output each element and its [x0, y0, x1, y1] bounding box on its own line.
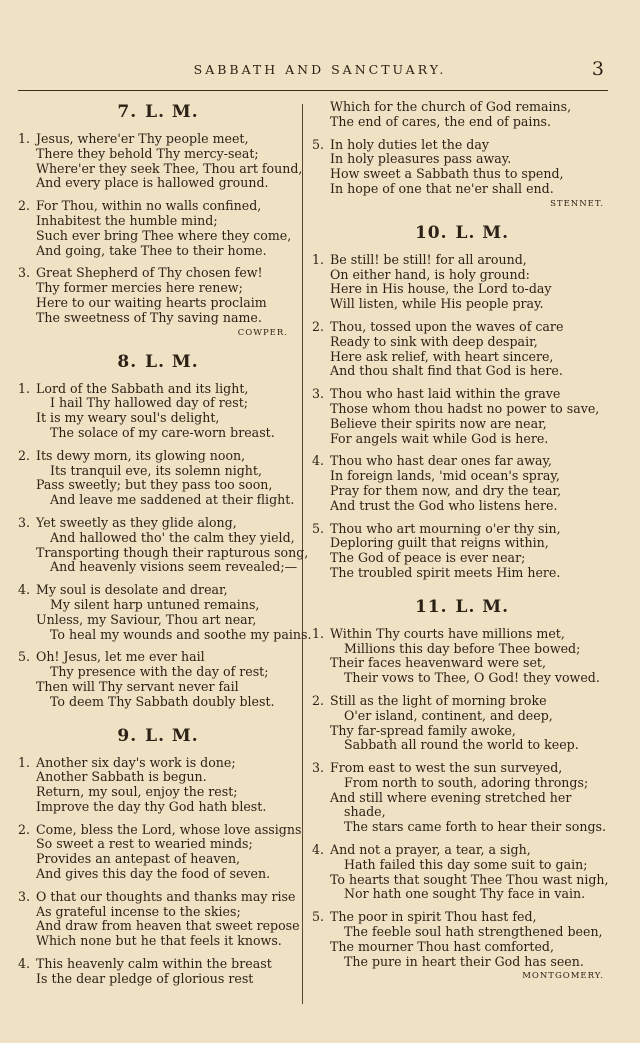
- stanza: [18, 957, 298, 987]
- stanza-number: 3.: [18, 265, 31, 281]
- stanza-number: 3.: [312, 386, 325, 402]
- stanza: [18, 382, 298, 441]
- stanza: [312, 138, 612, 197]
- hymn-9: [18, 725, 302, 987]
- verse-line: Those whom thou hadst no power to save,: [330, 400, 600, 416]
- verse-line: 2. For Thou, within no walls confined,: [18, 198, 262, 214]
- stanza: [18, 449, 298, 508]
- verse-line: 3. Yet sweetly as they glide along,: [18, 514, 237, 530]
- page-number: 3: [591, 58, 604, 80]
- verse-line: And going, take Thee to their home.: [36, 242, 267, 258]
- hymn-8: [18, 351, 312, 724]
- verse-line: The pure in heart their God has seen.: [344, 953, 584, 969]
- stanza-number: 4.: [18, 582, 31, 598]
- verse-line: Its tranquil eve, its solemn night,: [50, 462, 262, 478]
- hymn-author: STENNET.: [550, 198, 604, 209]
- verse-line: To deem Thy Sabbath doubly blest.: [50, 693, 275, 709]
- verse-line: 5. In holy duties let the day: [312, 136, 489, 152]
- stanza: [312, 627, 612, 686]
- verse-line: The troubled spirit meets Him here.: [330, 564, 561, 580]
- verse-line: Where'er they seek Thee, Thou art found,: [36, 160, 303, 176]
- verse-line: 4. Thou who hast dear ones far away,: [312, 453, 552, 469]
- verse-line: 2. Still as the light of morning broke: [312, 692, 547, 708]
- stanza-number: 5.: [312, 909, 325, 925]
- stanza-number: 5.: [312, 136, 325, 152]
- hymn-7: [18, 102, 303, 338]
- stanza: [18, 514, 309, 575]
- stanza-number: 1.: [18, 754, 31, 770]
- stanza: [18, 650, 298, 709]
- verse-line: Deploring guilt that reigns within,: [330, 535, 549, 551]
- verse-line: 5. Thou who art mourning o'er thy sin,: [312, 520, 561, 536]
- stanza: [312, 100, 612, 130]
- stanza-number: 2.: [18, 447, 31, 463]
- verse-line: 1. Another six day's work is done;: [18, 754, 236, 770]
- verse-line: There they behold Thy mercy-seat;: [36, 145, 259, 161]
- hymn-title: 10. L. M.: [414, 222, 510, 243]
- verse-line: Millions this day before Thee bowed;: [344, 640, 581, 656]
- verse-line: The solace of my care-worn breast.: [50, 424, 275, 440]
- verse-line: Nor hath one sought Thy face in vain.: [344, 886, 586, 902]
- stanza-number: 1.: [18, 380, 31, 396]
- verse-line: 2. Come, bless the Lord, whose love assigns: [18, 821, 302, 837]
- verse-line: And trust the God who listens here.: [330, 497, 558, 513]
- verse-line: Here in His house, the Lord to-day: [330, 281, 552, 297]
- stanza-number: 2.: [312, 318, 325, 334]
- verse-line: 3. From east to west the sun surveyed,: [312, 760, 563, 776]
- stanza: [312, 522, 612, 581]
- verse-line: Is the dear pledge of glorious rest: [36, 970, 254, 986]
- verse-line: Pass sweetly; but they pass too soon,: [36, 477, 273, 493]
- verse-line: 2. Its dewy morn, its glowing noon,: [18, 447, 246, 463]
- verse-line: From north to south, adoring throngs;: [344, 774, 589, 790]
- verse-line: 1. Be still! be still! for all around,: [312, 251, 527, 267]
- verse-line: The sweetness of Thy saving name.: [36, 309, 262, 325]
- stanza: [312, 454, 612, 513]
- verse-line: To hearts that sought Thee Thou wast nigh,: [330, 871, 609, 887]
- verse-line: 3. Great Shepherd of Thy chosen few!: [18, 265, 263, 281]
- stanza-number: 4.: [18, 956, 31, 972]
- verse-line: 1. Lord of the Sabbath and its light,: [18, 380, 249, 396]
- verse-line: Improve the day thy God hath blest.: [36, 798, 267, 814]
- stanza: [18, 131, 303, 191]
- verse-line: Pray for them now, and dry the tear,: [330, 482, 562, 498]
- running-head: SABBATH AND SANCTUARY.: [193, 62, 447, 77]
- verse-line: Thy far-spread family awoke,: [330, 722, 516, 738]
- verse-line: And hallowed tho' the calm they yield,: [50, 529, 295, 545]
- verse-line: The mourner Thou hast comforted,: [330, 938, 554, 954]
- verse-line: Sabbath all round the world to keep.: [344, 737, 579, 753]
- verse-line: Transporting though their rapturous song,: [36, 544, 309, 560]
- stanza: [312, 694, 612, 753]
- stanza: [312, 253, 612, 312]
- verse-line: Ready to sink with deep despair,: [330, 333, 538, 349]
- verse-line: To heal my wounds and soothe my pains.: [50, 626, 312, 642]
- stanza-number: 3.: [18, 514, 31, 530]
- stanza-number: 5.: [18, 649, 31, 665]
- verse-line: 5. Oh! Jesus, let me ever hail: [18, 649, 205, 665]
- verse-line: 3. Thou who hast laid within the grave: [312, 386, 561, 402]
- verse-line: 4. My soul is desolate and drear,: [18, 582, 228, 598]
- verse-line: The God of peace is ever near;: [330, 550, 526, 566]
- verse-line: Here ask relief, with heart sincere,: [330, 348, 554, 364]
- stanza-number: 4.: [312, 453, 325, 469]
- stanza-number: 3.: [312, 760, 325, 776]
- stanza: [312, 320, 612, 379]
- verse-line: The feeble soul hath strengthened been,: [344, 924, 603, 940]
- verse-line: Believe their spirits now are near,: [330, 415, 547, 431]
- stanza: [18, 199, 298, 258]
- verse-line: And thou shalt find that God is here.: [330, 363, 563, 379]
- verse-line: Unless, my Saviour, Thou art near,: [36, 611, 257, 627]
- verse-line: O'er island, continent, and deep,: [344, 707, 553, 723]
- hymn-10: [312, 223, 612, 595]
- verse-line: 4. This heavenly calm within the breast: [18, 956, 272, 972]
- verse-line: My silent harp untuned remains,: [50, 596, 260, 612]
- verse-line: Hath failed this day some suit to gain;: [344, 856, 588, 872]
- hymn-title: 9. L. M.: [117, 725, 199, 746]
- right-column: [312, 100, 612, 995]
- verse-line: So sweet a rest to wearied minds;: [36, 836, 253, 852]
- stanza: [312, 910, 612, 969]
- verse-line: Return, my soul, enjoy the rest;: [36, 784, 238, 800]
- verse-line: And every place is hallowed ground.: [36, 175, 269, 191]
- verse-line: 1. Within Thy courts have millions met,: [312, 625, 565, 641]
- stanza-number: 2.: [312, 692, 325, 708]
- verse-line: Thy presence with the day of rest;: [50, 664, 269, 680]
- stanza: [18, 266, 298, 325]
- stanza: [312, 843, 612, 902]
- verse-line: On either hand, is holy ground:: [330, 266, 530, 282]
- hymn-title: 7. L. M.: [117, 102, 199, 122]
- verse-line: Such ever bring Thee where they come,: [36, 227, 292, 243]
- verse-line: And gives this day the food of seven.: [36, 866, 271, 882]
- verse-line: And still where evening stretched her: [330, 789, 572, 805]
- stanza: [18, 582, 312, 642]
- hymn-11: [312, 597, 612, 982]
- header-rule: [18, 90, 608, 91]
- stanza-number: 1.: [312, 251, 325, 267]
- hymn-title: 8. L. M.: [117, 351, 199, 372]
- verse-line: shade,: [344, 804, 386, 820]
- verse-line: 3. O that our thoughts and thanks may rise: [18, 888, 296, 904]
- verse-line: Provides an antepast of heaven,: [36, 851, 241, 867]
- verse-line: 5. The poor in spirit Thou hast fed,: [312, 909, 537, 925]
- stanza-number: 3.: [18, 888, 31, 904]
- stanza: [18, 756, 298, 815]
- stanza-number: 2.: [18, 821, 31, 837]
- verse-line: 4. And not a prayer, a tear, a sigh,: [312, 842, 531, 858]
- verse-line: Which for the church of God remains,: [330, 99, 572, 114]
- verse-line: How sweet a Sabbath thus to spend,: [330, 166, 564, 182]
- stanza-number: 1.: [18, 131, 31, 146]
- verse-line: And leave me saddened at their flight.: [50, 492, 295, 508]
- verse-line: For angels wait while God is here.: [330, 430, 549, 446]
- stanza-number: 1.: [312, 625, 325, 641]
- stanza: [18, 890, 298, 949]
- stanza-number: 5.: [312, 520, 325, 536]
- verse-line: It is my weary soul's delight,: [36, 410, 220, 426]
- left-column: [18, 100, 312, 995]
- stanza: [312, 387, 612, 446]
- verse-line: The stars came forth to hear their songs.: [344, 819, 606, 835]
- verse-line: The end of cares, the end of pains.: [330, 113, 552, 129]
- verse-line: And draw from heaven that sweet repose: [36, 918, 300, 934]
- verse-line: 2. Thou, tossed upon the waves of care: [312, 318, 564, 334]
- verse-line: In foreign lands, 'mid ocean's spray,: [330, 468, 560, 484]
- verse-line: And heavenly visions seem revealed;—: [50, 559, 298, 575]
- hymn-author: MONTGOMERY.: [522, 971, 604, 982]
- verse-line: Here to our waiting hearts proclaim: [36, 294, 267, 310]
- verse-line: Their vows to Thee, O God! they vowed.: [344, 670, 600, 686]
- verse-line: Their faces heavenward were set,: [330, 655, 546, 671]
- verse-line: I hail Thy hallowed day of rest;: [50, 395, 249, 411]
- verse-line: Inhabitest the humble mind;: [36, 212, 218, 228]
- verse-line: In hope of one that ne'er shall end.: [330, 180, 554, 196]
- stanza: [312, 761, 612, 835]
- verse-line: As grateful incense to the skies;: [36, 903, 241, 919]
- stanza-number: 2.: [18, 198, 31, 214]
- verse-line: Then will Thy servant never fail: [36, 678, 239, 694]
- verse-line: In holy pleasures pass away.: [330, 151, 512, 167]
- hymn-9-continued: [312, 100, 612, 209]
- verse-line: Which none but he that feels it knows.: [36, 933, 282, 949]
- hymn-author: COWPER.: [237, 327, 288, 338]
- hymn-title: 11. L. M.: [414, 596, 510, 617]
- stanza-number: 4.: [312, 842, 325, 858]
- verse-line: Thy former mercies here renew;: [36, 280, 243, 296]
- verse-line: Another Sabbath is begun.: [36, 769, 207, 785]
- stanza: [18, 821, 302, 882]
- verse-line: 1. Jesus, where'er Thy people meet,: [18, 131, 249, 146]
- verse-line: Will listen, while His people pray.: [330, 296, 544, 312]
